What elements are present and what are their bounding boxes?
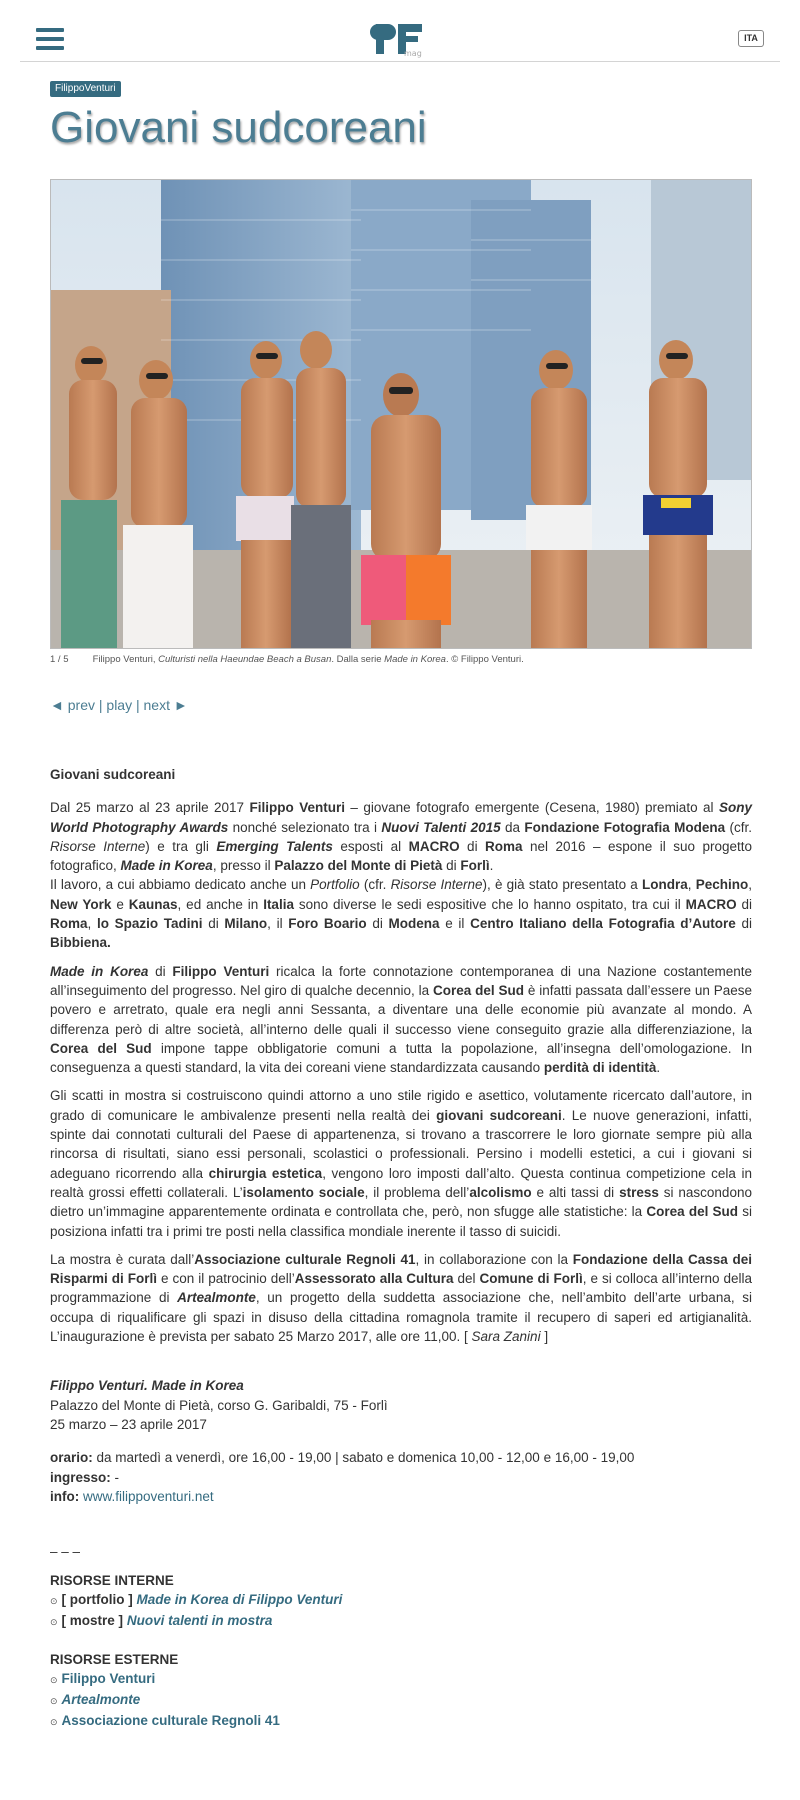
caption-mid: . Dalla serie <box>331 654 385 665</box>
event-venue: Palazzo del Monte di Pietà, corso G. Garibaldi, 75 - Forlì <box>50 1397 388 1413</box>
next-button[interactable]: next ► <box>143 697 188 713</box>
main-content <box>50 78 752 1732</box>
paragraph-2: Il lavoro, a cui abbiamo dedicato anche un Portfolio (cfr. Risorse Interne), è già stato presentato a Londra, Pechino, New York e Kaunas, ed anche in Italia sono diverse le sedi espositive che lo hanno ospitato, tra cui il MACRO di Roma, lo Spazio Tadini di Milano, il Foro Boario di Modena e il Centro Italiano della Fotografia d’Autore di Bibbiena. <box>50 877 753 951</box>
nav-separator: | <box>135 697 140 713</box>
article-body <box>50 765 752 1346</box>
external-link-filippo-venturi[interactable]: Filippo Venturi <box>61 1671 156 1687</box>
internal-resource-item: ⊙ [ portfolio ] Made in Korea di Filippo Venturi <box>50 1592 343 1608</box>
paragraph-1: Dal 25 marzo al 23 aprile 2017 Filippo Venturi – giovane fotografo emergente (Cesena, 1980) premiato al Sony World Photography Awards nonché selezionato tra i Nuovi Talenti 2015 da Fondazione Fotografia Modena (cfr. Risorse Interne) e tra gli Emerging Talents esposti al MACRO di Roma nel 2016 – espone il suo progetto fotografico, Made in Korea, presso il Palazzo del Monte di Pietà di Forlì. <box>50 800 752 874</box>
photo-illustration <box>51 180 752 649</box>
event-entry: ingresso: - <box>50 1469 120 1485</box>
page-title: Giovani sudcoreani <box>50 103 427 152</box>
caption-prefix: Filippo Venturi, <box>92 654 159 665</box>
prev-button[interactable]: ◄ prev <box>50 697 95 713</box>
bullet-icon: ⊙ <box>50 1596 58 1607</box>
internal-resources-title: RISORSE INTERNE <box>50 1573 174 1589</box>
external-resource-item <box>50 1690 752 1711</box>
external-resources-title: RISORSE ESTERNE <box>50 1652 179 1668</box>
paragraph-5: La mostra è curata dall’Associazione culturale Regnoli 41, in collaborazione con la Fondazione della Cassa dei Risparmi di Forlì e con il patrocinio dell’Assessorato alla Cultura del Comune di Forlì, e si colloca all’interno della programmazione di Artealmonte, un progetto della suddetta associazione che, nell’ambito dell’arte urbana, si occupa di riqualificare gli spazi in disuso della cittadina romagnola tramite il recupero di saperi ed artigianalità. L’inaugurazione è prevista per sabato 25 Marzo 2017, alle ore 11,00. [ Sara Zanini ] <box>50 1251 753 1345</box>
logo-text: mag <box>404 49 422 58</box>
photo-caption <box>50 654 752 666</box>
external-link-regnoli[interactable]: Associazione culturale Regnoli 41 <box>61 1713 280 1729</box>
site-logo[interactable] <box>370 22 430 58</box>
external-resource-item <box>50 1669 752 1690</box>
event-title: Filippo Venturi. Made in Korea <box>50 1378 244 1394</box>
caption-work-title: Culturisti nella Haeundae Beach a Busan <box>158 654 332 665</box>
bullet-icon: ⊙ <box>50 1717 58 1728</box>
bullet-icon: ⊙ <box>50 1675 58 1686</box>
site-header <box>20 0 780 62</box>
author-tag[interactable]: FilippoVenturi <box>50 81 121 97</box>
internal-resource-item: ⊙ [ mostre ] Nuovi talenti in mostra <box>50 1613 273 1629</box>
caption-suffix: . © Filippo Venturi. <box>445 654 524 665</box>
paragraph-4: Gli scatti in mostra si costruiscono quindi attorno a uno stile rigido e asettico, volutamente ricercato dall’autore, in grado di comunicare le ambivalenze presenti nella realtà dei giovani sudcoreani. Le nuove generazioni, infatti, spinte dai connotati culturali del Paese di appartenenza, si trovano a trascorrere le loro giornate sempre più alla rincorsa di risultati, siano essi personali, scolastici o professionali. Persino i modelli estetici, a cui i giovani si adeguano ricorrendo alla chirurgia estetica, vengono loro imposti dall’alto. Questa continua competizione cela in realtà grossi effetti collaterali. L’isolamento sociale, il problema dell’alcolismo e alti tassi di stress si nascondono dietro un’immagine apparentemente ordinata e controllata che, però, non sfugge alle statistiche: la Corea del Sud si posiziona infatti tra i primi tre posti nella classifica mondiale inerente il tasso di suicidi. <box>50 1088 753 1239</box>
bullet-icon: ⊙ <box>50 1617 58 1628</box>
paragraph-3: Made in Korea di Filippo Venturi ricalca la forte connotazione contemporanea di una Nazione costantemente all’inseguimento del progresso. Nel giro di qualche decennio, la Corea del Sud è infatti passata dall’essere un Paese povero e arretrato, quale era negli anni Sessanta, a diventare una delle economie più avanzate al mondo. A differenza però di altre società, all’interno delle quali il successo viene conseguito grazie alla differenziazione, la Corea del Sud impone tappe obbligatorie comuni a tutta la popolazione, all’insegna dell’omologazione. In conseguenza a questi standard, la vita dei coreani viene standardizzata causando perdità di identità. <box>50 963 753 1076</box>
caption-series: Made in Korea <box>384 654 446 665</box>
external-link-artealmonte[interactable]: Artealmonte <box>61 1692 141 1708</box>
slide-counter: 1 / 5 <box>50 654 69 665</box>
slideshow-nav <box>50 697 752 713</box>
menu-bar <box>36 37 64 41</box>
slideshow-photo[interactable] <box>50 179 752 649</box>
event-info-line: info: www.filippoventuri.net <box>50 1488 214 1504</box>
nav-separator: | <box>98 697 103 713</box>
language-button[interactable]: ITA <box>738 30 764 47</box>
internal-link-mostre[interactable]: Nuovi talenti in mostra <box>126 1613 273 1629</box>
internal-link-portfolio[interactable]: Made in Korea di Filippo Venturi <box>136 1592 343 1608</box>
external-resource-item <box>50 1711 752 1732</box>
menu-icon[interactable] <box>36 28 64 50</box>
bullet-icon: ⊙ <box>50 1696 58 1707</box>
section-divider: – – – <box>50 1544 81 1560</box>
article-heading: Giovani sudcoreani <box>50 767 176 782</box>
menu-bar <box>36 46 64 50</box>
event-website-link[interactable]: www.filippoventuri.net <box>83 1488 214 1504</box>
menu-bar <box>36 28 64 32</box>
event-hours: orario: da martedì a venerdì, ore 16,00 - 19,00 | sabato e domenica 10,00 - 12,00 e 16,00 - 19,00 <box>50 1450 635 1466</box>
play-button[interactable]: play <box>106 697 133 713</box>
event-info <box>50 1376 752 1506</box>
event-dates: 25 marzo – 23 aprile 2017 <box>50 1416 207 1432</box>
